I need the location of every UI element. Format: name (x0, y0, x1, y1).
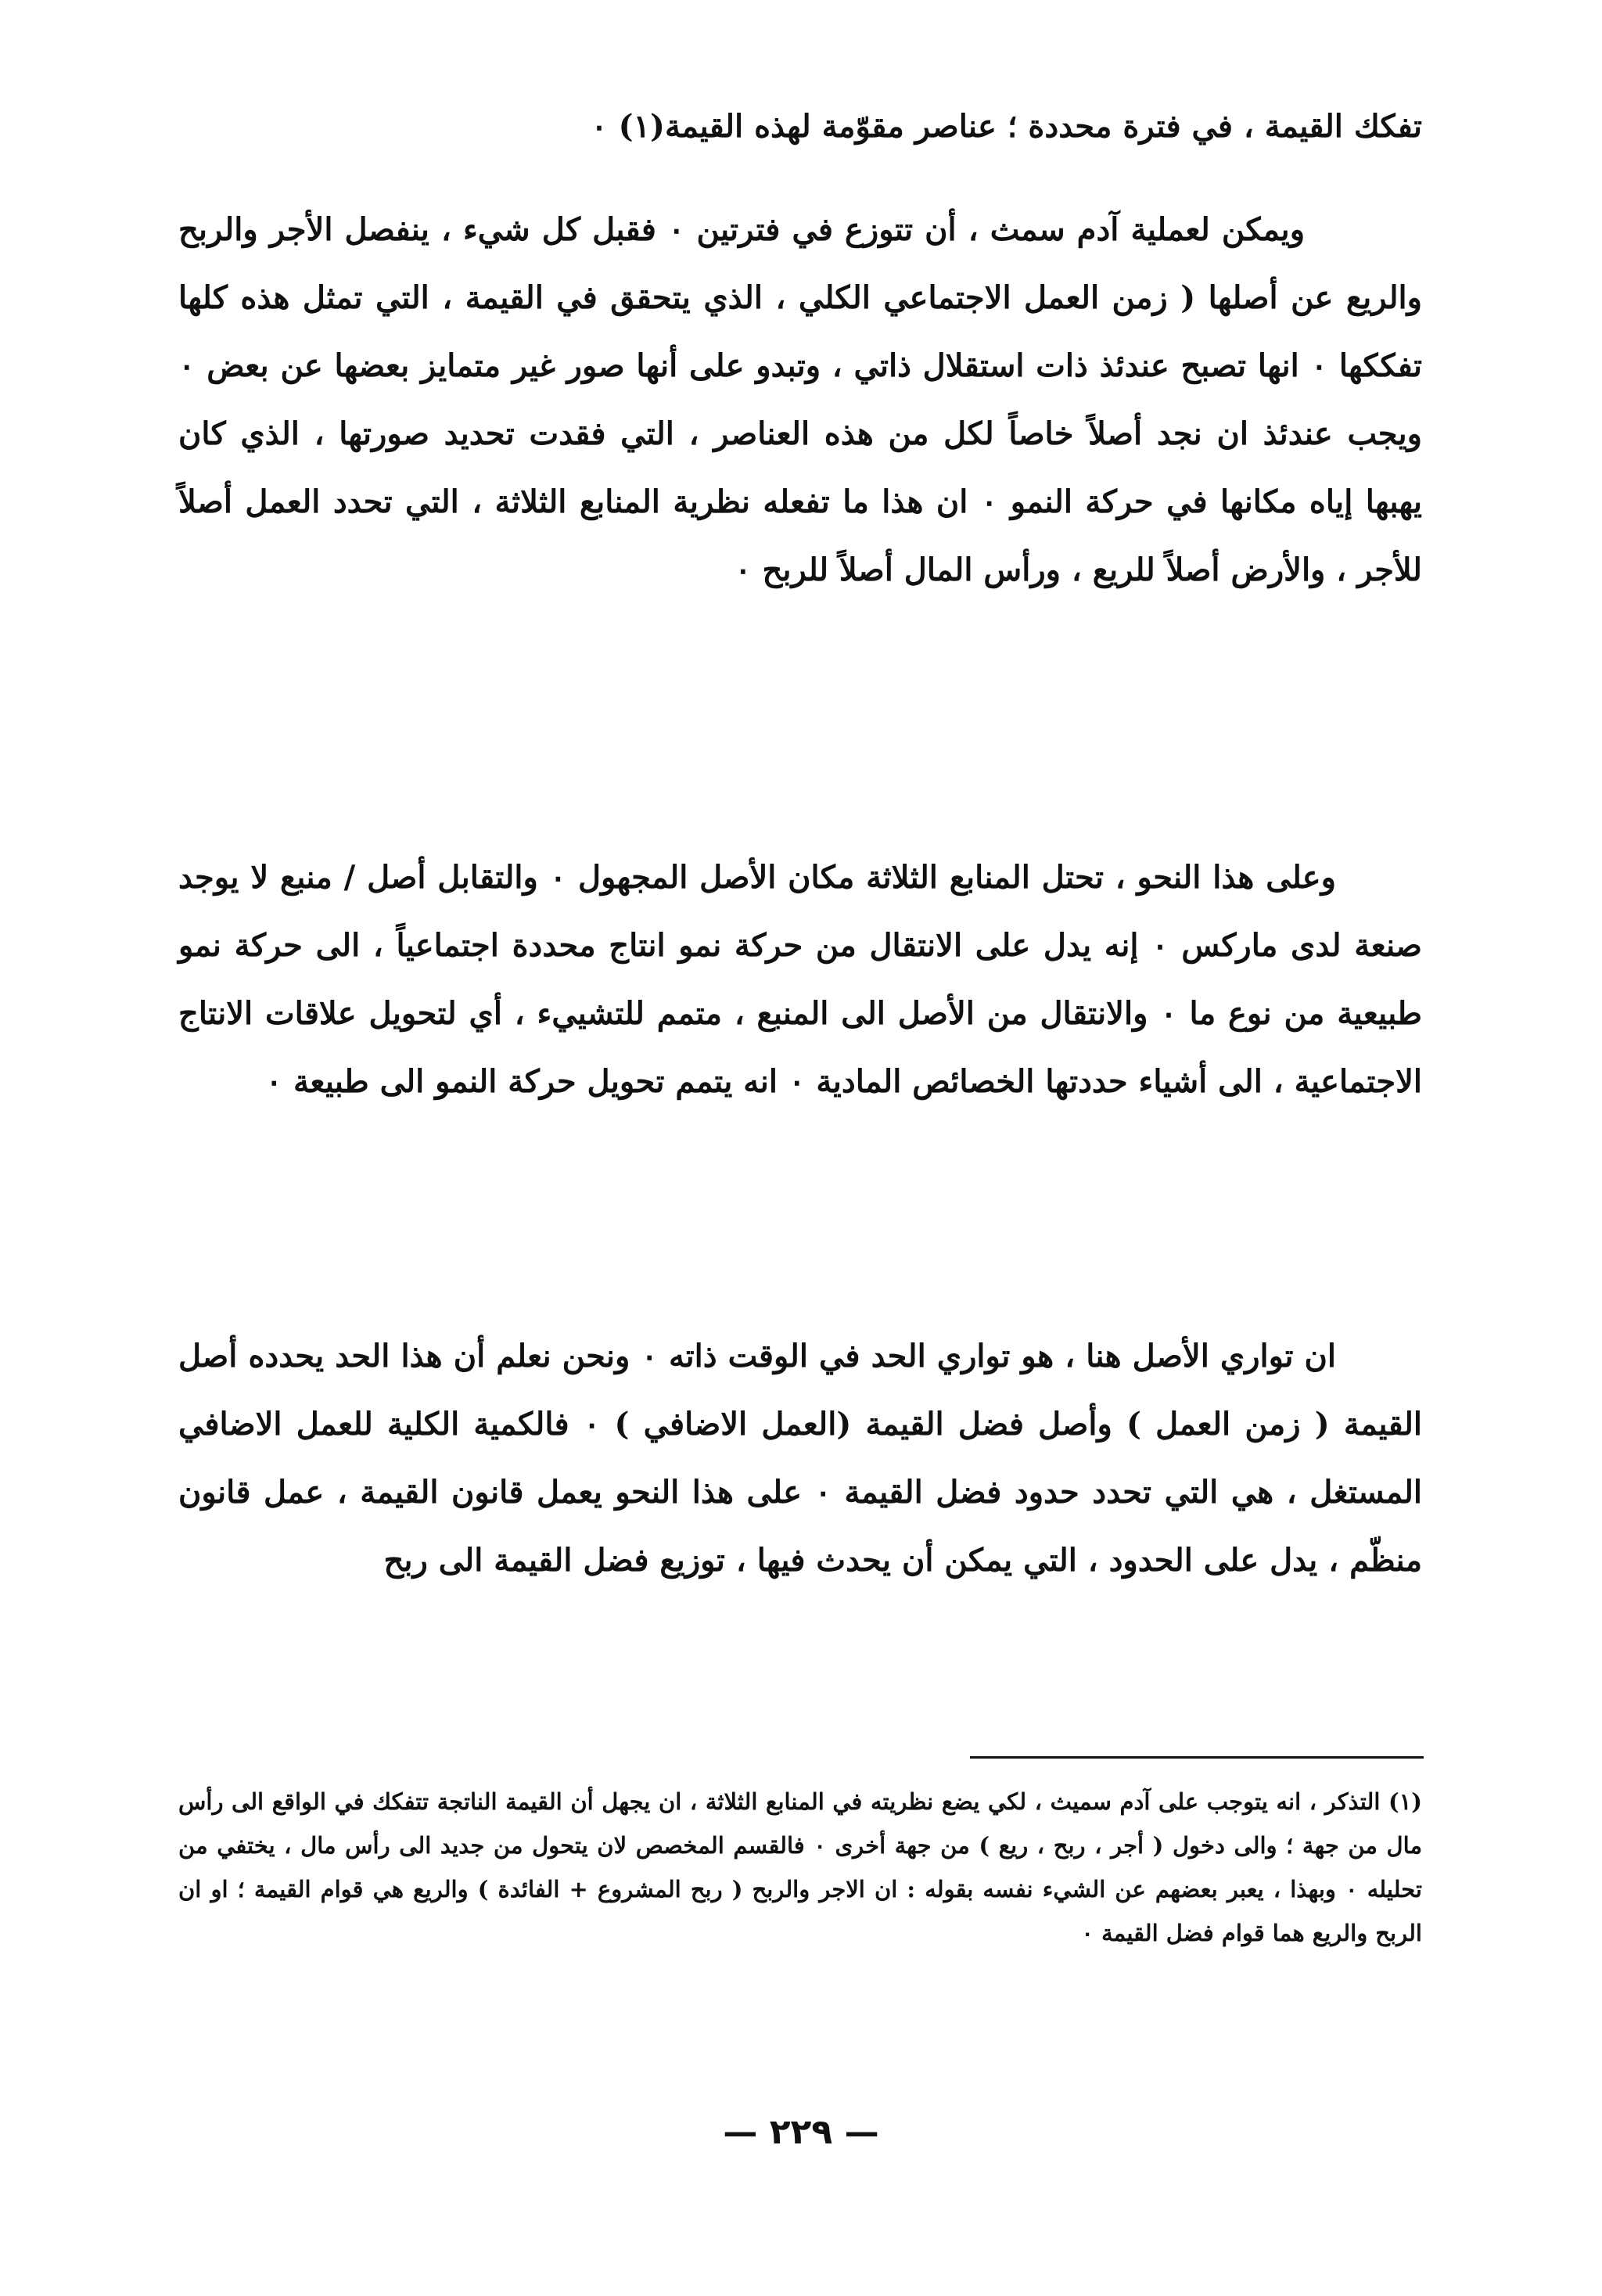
footnote: (١) التذكر ، انه يتوجب على آدم سميث ، لكي يضع نظريته في المنابع الثلاثة ، ان يجهل أن القيمة الناتجة تتفكك في الواقع الى رأس مال من جهة ؛ والى دخول ( أجر ، ربح ، ريع ) من جهة أخرى ٠ فالقسم المخصص لان يتحول من جديد الى رأس مال ، يختفي من تحليله ٠ وبهذا ، يعبر بعضهم عن الشيء نفسه بقوله : ان الاجر والربح ( ربح المشروع + الفائدة ) والريع هي قوام القيمة ؛ او ان الربح والريع هما قوام فضل القيمة ٠ (178, 1788, 1423, 1946)
paragraph-text: وعلى هذا النحو ، تحتل المنابع الثلاثة مكان الأصل المجهول ٠ والتقابل أصل / منبع لا يوجد صنعة لدى ماركس ٠ إنه يدل على الانتقال من حركة نمو انتاج محددة اجتماعياً ، الى حركة نمو طبيعية من نوع ما ٠ والانتقال من الأصل الى المنبع ، متمم للتشييء ، أي لتحويل علاقات الانتاج الاجتماعية ، الى أشياء حددتها الخصائص المادية ٠ انه يتمم تحويل حركة النمو الى طبيعة ٠ (178, 859, 1422, 1100)
footnote-divider (970, 1756, 1424, 1759)
paragraph-2 (178, 843, 1422, 1116)
page-number: — ٢٢٩ — (723, 2112, 879, 2152)
continuation-line: تفكك القيمة ، في فترة محددة ؛ عناصر مقوّمة لهذه القيمة(١) ٠ (591, 108, 1422, 145)
paragraph-text: ان تواري الأصل هنا ، هو تواري الحد في الوقت ذاته ٠ ونحن نعلم أن هذا الحد يحدده أصل القيمة ( زمن العمل ) وأصل فضل القيمة (العمل الاضافي ) ٠ فالكمية الكلية للعمل الاضافي المستغل ، هي التي تحدد حدود فضل القيمة ٠ على هذا النحو يعمل قانون القيمة ، عمل قانون منظّم ، يدل على الحدود ، التي يمكن أن يحدث فيها ، توزيع فضل القيمة الى ربح (178, 1338, 1423, 1579)
paragraph-text: ويمكن لعملية آدم سمث ، أن تتوزع في فترتين ٠ فقبل كل شيء ، ينفصل الأجر والربح والريع عن أصلها ( زمن العمل الاجتماعي الكلي ، الذي يتحقق في القيمة ، التي تمثل هذه كلها تفككها ٠ انها تصبح عندئذ ذات استقلال ذاتي ، وتبدو على أنها صور غير متمايز بعضها عن بعض ٠ ويجب عندئذ ان نجد أصلاً خاصاً لكل من هذه العناصر ، التي فقدت تحديد صورتها ، الذي كان يهبها إياه مكانها في حركة النمو ٠ ان هذا ما تفعله نظرية المنابع الثلاثة ، التي تحدد العمل أصلاً للأجر ، والأرض أصلاً للريع ، ورأس المال أصلاً للربح ٠ (178, 211, 1423, 588)
paragraph-1 (178, 196, 1422, 604)
paragraph-3 (178, 1322, 1422, 1594)
